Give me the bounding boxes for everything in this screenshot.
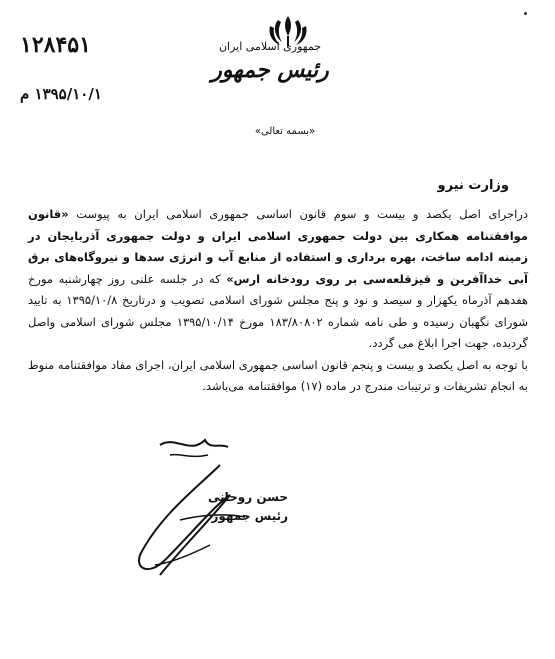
org-line: جمهوری اسلامی ایران [218,40,322,53]
body-paragraph-1 [28,204,528,355]
signer-title: رئیس جمهور [211,509,288,523]
addressee: وزارت نیرو [437,178,509,193]
office-title: رئیس جمهور [211,57,329,83]
law-title: «قانون موافقتنامه همکاری بین دولت جمهوری اسلامی ایران و دولت جمهوری آذربایجان در زمینه ادامه ساخت، بهره برداری و استفاده از منابع آب و انرژی سدها و نیروگاه‌های برق آبی خداآفرین و قیزقلعه‌سی بر روی رودخانه ارس» [28,207,528,286]
body-p1-part1: دراجرای اصل یکصد و بیست و سوم قانون اساسی جمهوری اسلامی ایران به پیوست [68,207,528,221]
signer-name: حسن روحانی [207,490,288,504]
letter-body [28,204,528,398]
body-paragraph-2: با توجه به اصل یکصد و بیست و پنجم قانون اساسی جمهوری اسلامی ایران، اجرای مفاد موافقتنامه منوط به انجام تشریفات و ترتیبات مندرج در ماده (۱۷) موافقتنامه می‌باشد. [28,357,528,393]
signature-area [120,425,250,585]
body-p1-part2: که در جلسه علنی روز چهارشنبه مورخ هفدهم آذرماه یکهزار و سیصد و نود و پنج مجلس شورای اسلامی تصویب و درتاریخ ۱۳۹۵/۱۰/۸ به تایید شورای نگهبان رسیده و طی نامه شماره ۱۸۳/۸۰۸۰۲ مورخ ۱۳۹۵/۱۰/۱۴ مجلس شورای اسلامی واصل گردیده، جهت اجرا ابلاغ می گردد. [28,271,528,350]
letter-number: ۱۲۸۴۵۱ [20,32,91,58]
handwritten-signature [120,425,250,585]
invocation: «بسمه تعالی» [254,126,316,137]
letter-date: ۱۳۹۵/۱۰/۱ م [20,85,102,103]
corner-mark [524,12,527,15]
